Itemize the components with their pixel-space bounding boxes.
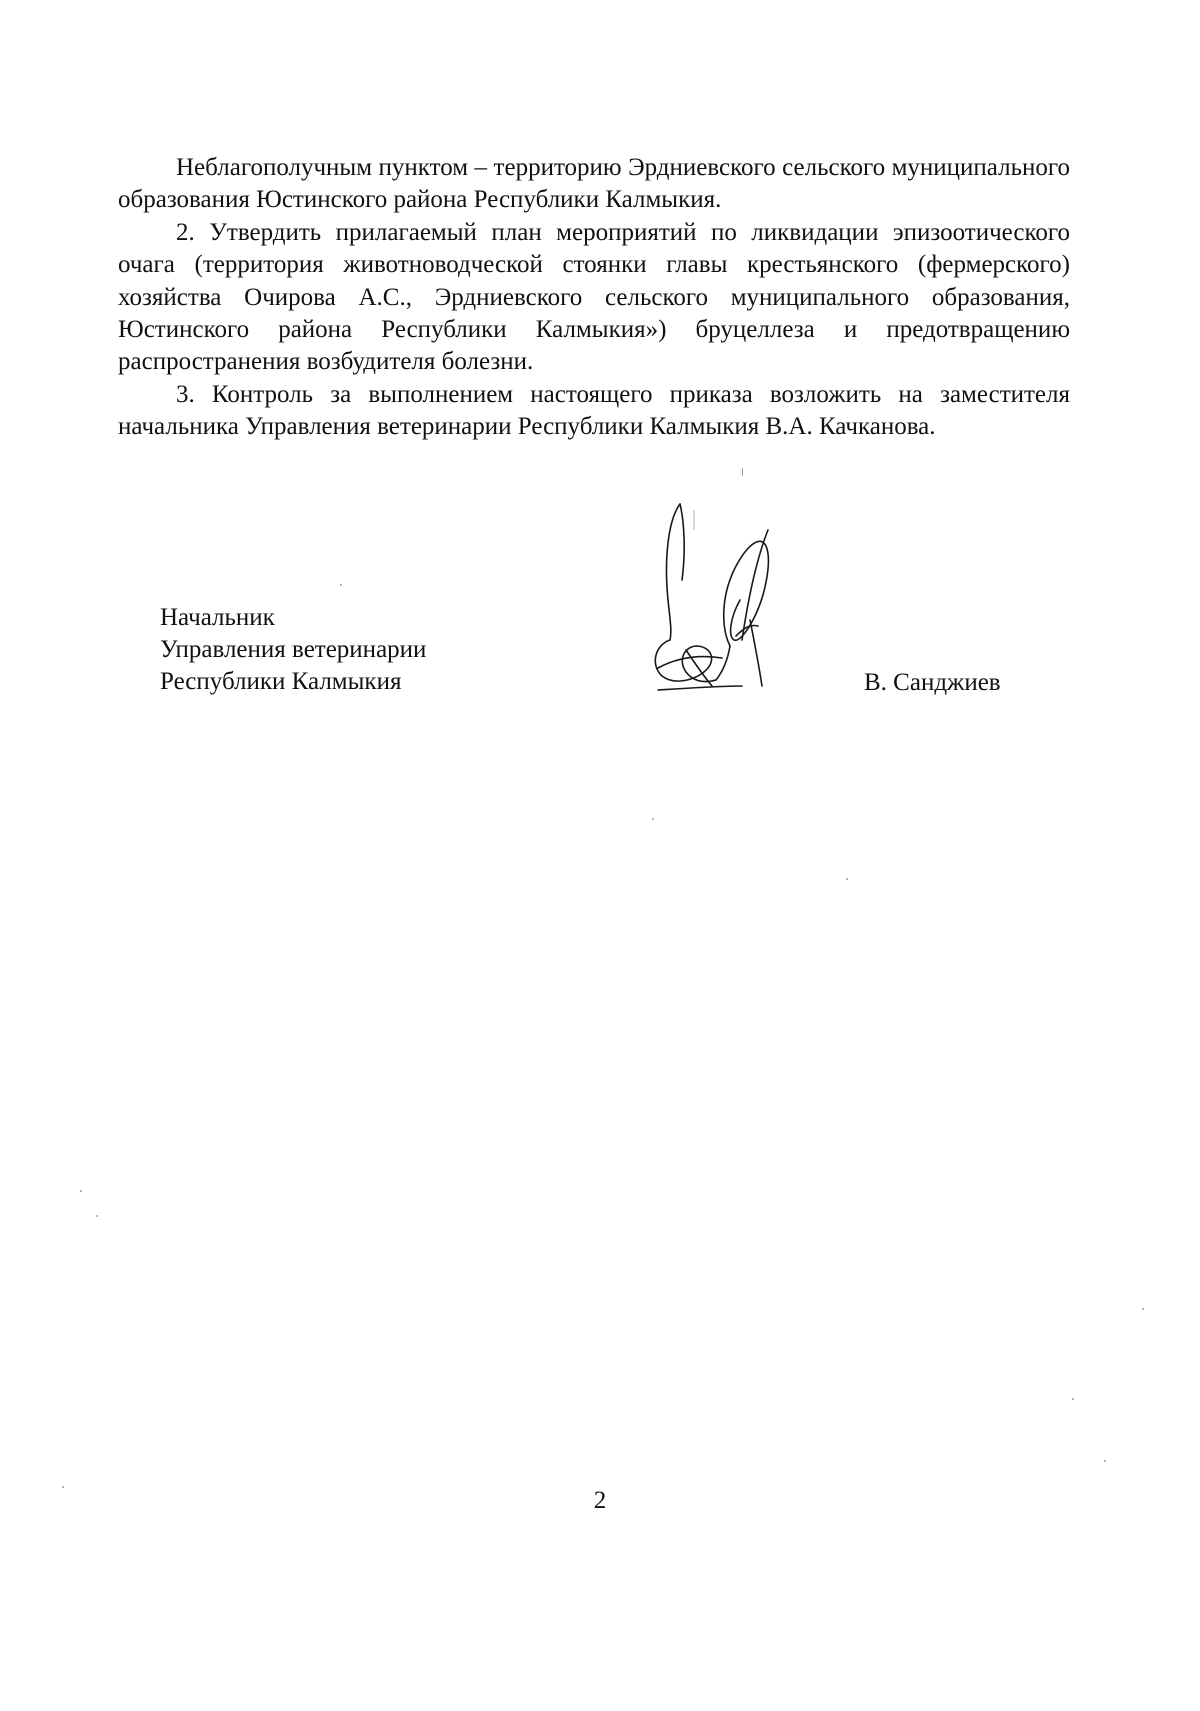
scan-speck bbox=[846, 878, 848, 880]
scan-speck bbox=[96, 1215, 98, 1217]
scan-speck bbox=[1142, 1308, 1144, 1310]
document-body bbox=[118, 152, 1070, 444]
position-line: Республики Калмыкия bbox=[160, 668, 402, 695]
position-line: Управления ветеринарии bbox=[160, 636, 427, 663]
paragraph-approve-plan: 2. Утвердить прилагаемый план мероприятий по ликвидации эпизоотического очага (территория животноводческой стоянки главы крестьянского (фермерского) хозяйства Очирова А.С., Эрдниевского сельского муниципального образования, Юстинского района Республики Калмыкия») бруцеллеза и предотвращению распространения возбудителя болезни. bbox=[118, 218, 1070, 376]
page-number: 2 bbox=[593, 1487, 607, 1514]
scan-speck bbox=[62, 1486, 64, 1488]
scan-speck bbox=[1072, 1398, 1074, 1400]
paragraph-control: 3. Контроль за выполнением настоящего приказа возложить на заместителя начальника Управления ветеринарии Республики Калмыкия В.А. Качканова. bbox=[118, 380, 1070, 441]
scan-speck bbox=[742, 468, 743, 476]
scan-speck bbox=[340, 584, 342, 586]
position-line: Начальник bbox=[160, 604, 275, 631]
signatory-position bbox=[160, 602, 426, 698]
handwritten-signature bbox=[650, 490, 810, 700]
scan-speck bbox=[652, 818, 654, 820]
paragraph-unsafe-point: Неблагополучным пунктом – территорию Эрдниевского сельского муниципального образования Юстинского района Республики Калмыкия. bbox=[118, 154, 1070, 214]
signer-name: В. Санджиев bbox=[864, 669, 1001, 696]
scan-speck bbox=[80, 1190, 82, 1192]
scan-speck bbox=[1104, 1460, 1106, 1462]
